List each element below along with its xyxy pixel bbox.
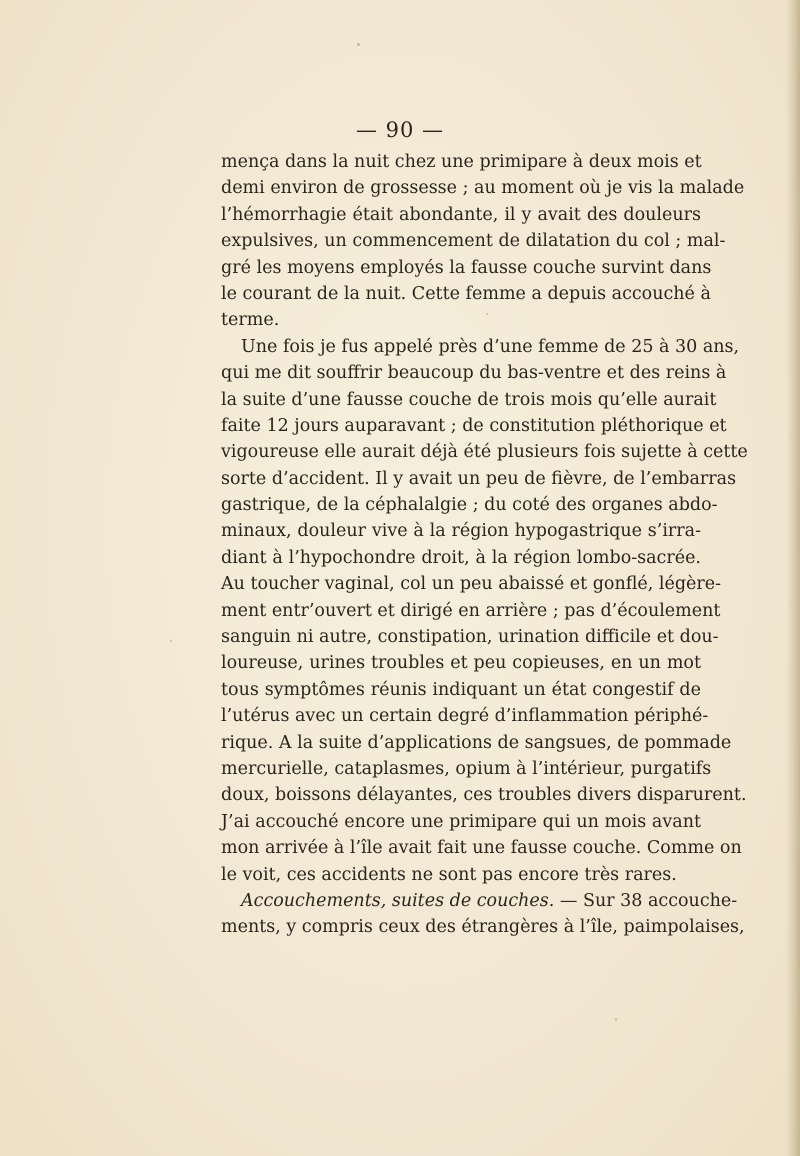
text-line: l’hémorrhagie était abondante, il y avait des douleurs xyxy=(221,204,701,225)
section-heading: Accouchements, suites de couches. xyxy=(241,890,555,911)
text-line: le courant de la nuit. Cette femme a depuis accouché à xyxy=(221,283,711,304)
text-line: Une fois je fus appelé près d’une femme de 25 à 30 ans, xyxy=(241,336,740,357)
paper-speck xyxy=(615,1018,617,1021)
text-line: ments, y compris ceux des étrangères à l’île, paimpolaises, xyxy=(221,917,745,938)
text-line: loureuse, urines troubles et peu copieuses, en un mot xyxy=(221,653,701,674)
text-line: la suite d’une fausse couche de trois mois qu’elle aurait xyxy=(221,389,717,410)
text-line: demi environ de grossesse ; au moment où je vis la malade xyxy=(221,178,745,199)
text-line: mon arrivée à l’île avait fait une fausse couche. Comme on xyxy=(221,838,742,859)
text-line: Au toucher vaginal, col un peu abaissé et gonflé, légère- xyxy=(221,574,722,595)
text-line: doux, boissons délayantes, ces troubles divers disparurent. xyxy=(221,785,747,806)
text-line: rique. A la suite d’applications de sangsues, de pommade xyxy=(221,732,732,753)
page-number: — 90 — xyxy=(355,118,445,142)
text-line: mença dans la nuit chez une primipare à deux mois et xyxy=(221,152,702,172)
text-line: sorte d’accident. Il y avait un peu de fièvre, de l’embarras xyxy=(221,468,737,489)
section-lead-line xyxy=(221,888,738,914)
text-line: sanguin ni autre, constipation, urination difficile et dou- xyxy=(221,627,719,648)
text-line: faite 12 jours auparavant ; de constitution pléthorique et xyxy=(221,415,727,436)
paper-speck xyxy=(357,43,360,46)
text-line: gré les moyens employés la fausse couche survint dans xyxy=(221,257,712,278)
text-line: terme. xyxy=(221,310,280,331)
body-text xyxy=(221,149,748,941)
text-line: minaux, douleur vive à la région hypogastrique s’irra- xyxy=(221,521,701,542)
text-line: vigoureuse elle aurait déjà été plusieurs fois sujette à cette xyxy=(221,442,748,463)
text-line: J’ai accouché encore une primipare qui un mois avant xyxy=(221,811,701,832)
text-line: l’utérus avec un certain degré d’inflammation périphé- xyxy=(221,706,709,727)
text-line: mercurielle, cataplasmes, opium à l’intérieur, purgatifs xyxy=(221,758,712,779)
text-line: ment entr’ouvert et dirigé en arrière ; pas d’écoulement xyxy=(221,600,721,621)
page-edge-shadow xyxy=(786,0,800,1156)
paper-speck xyxy=(486,313,488,315)
text-line: tous symptômes réunis indiquant un état congestif de xyxy=(221,679,701,700)
text-line: diant à l’hypochondre droit, à la région lombo-sacrée. xyxy=(221,547,701,568)
text-line: gastrique, de la céphalalgie ; du coté des organes abdo- xyxy=(221,495,718,516)
section-lead-rest: — Sur 38 accouche- xyxy=(554,890,738,911)
text-line: le voit, ces accidents ne sont pas encore très rares. xyxy=(221,864,677,885)
text-line: qui me dit souffrir beaucoup du bas-ventre et des reins à xyxy=(221,363,727,384)
text-line: expulsives, un commencement de dilatation du col ; mal- xyxy=(221,231,726,252)
paper-speck xyxy=(170,640,172,642)
